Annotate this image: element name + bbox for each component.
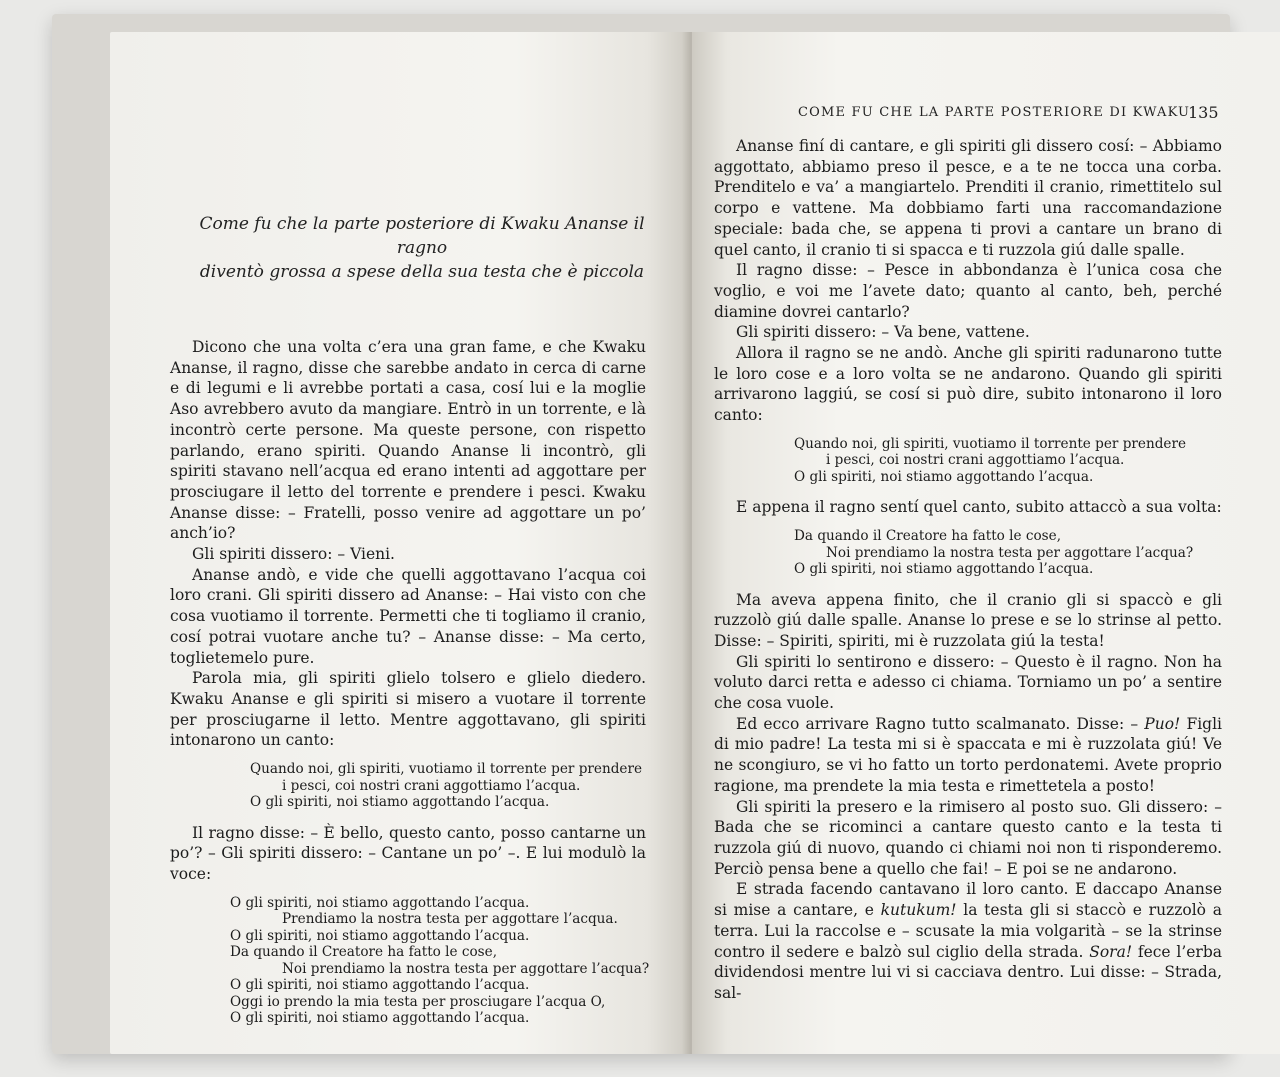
left-body-text	[170, 337, 650, 1039]
paragraph: Il ragno disse: – È bello, questo canto, posso cantarne un po’? – Gli spiriti dissero: – Cantane un po’ –. E lui modulò la voce:	[170, 823, 646, 883]
verse-line: O gli spiriti, noi stiamo aggottando l’acqua.	[230, 894, 530, 911]
paragraph	[714, 879, 1222, 1003]
paragraph	[714, 714, 1222, 797]
song-verse	[714, 436, 1222, 486]
chapter-title-line-1: Come fu che la parte posteriore di Kwaku Ananse il ragno	[199, 214, 645, 258]
chapter-title-line-2: diventò grossa a spese della sua testa che è piccola	[199, 262, 645, 282]
paragraph: Parola mia, gli spiriti glielo tolsero e glielo diedero. Kwaku Ananse e gli spiriti si misero a vuotare il torrente per prosciugarne il letto. Mentre aggottavano, gli spiriti intonarono un canto:	[170, 669, 646, 750]
italic-onomatopoeia: kutukum!	[880, 901, 957, 920]
paragraph: Gli spiriti la presero e la rimisero al posto suo. Gli dissero: – Bada che se ricominci a cantare questo canto e la testa ti ruzzola giú di nuovo, quando ci chiami noi non ti risponderemo. Perciò pensa bene a quello che fai! – E poi se ne andarono.	[714, 797, 1222, 878]
song-verse	[170, 761, 646, 811]
paragraph: Gli spiriti dissero: – Va bene, vattene.	[736, 323, 1030, 342]
chapter-title	[182, 212, 662, 284]
running-head: COME FU CHE LA PARTE POSTERIORE DI KWAKU	[798, 105, 1191, 120]
verse-line: O gli spiriti, noi stiamo aggottando l’acqua.	[794, 468, 1094, 485]
verse-line: Oggi io prendo la mia testa per prosciugare l’acqua O,	[230, 993, 606, 1010]
verse-line: Noi prendiamo la nostra testa per aggottare l’acqua?	[826, 544, 1194, 561]
text-run: Figli di mio padre! La testa mi si è spaccata e mi è ruzzolata giú! Ve ne scongiuro, se vi ho fatto un torto perdonatemi. Avete proprio ragione, ma prendete la mia testa e rimettetela a posto!	[714, 714, 1222, 795]
page-number: 135	[1188, 103, 1219, 122]
paragraph: Gli spiriti dissero: – Vieni.	[192, 545, 395, 564]
paragraph: E appena il ragno sentí quel canto, subito attaccò a sua volta:	[736, 498, 1222, 517]
verse-line: O gli spiriti, noi stiamo aggottando l’acqua.	[230, 977, 530, 994]
paragraph: Dicono che una volta c’era una gran fame, e che Kwaku Ananse, il ragno, disse che sarebbe andato in cerca di carne e di legumi e li avrebbe portati a casa, cosí lui e la moglie Aso avrebbero avuto da mangiare. Entrò in un torrente, e là incontrò certe persone. Ma queste persone, con rispetto parlando, erano spiriti. Quando Ananse li incontrò, gli spiriti stavano nell’acqua ed erano intenti ad aggottare per prosciugare il letto del torrente e prendere i pesci. Kwaku Ananse disse: – Fratelli, posso venire ad aggottare un po’ anch’io?	[170, 338, 646, 543]
verse-line: O gli spiriti, noi stiamo aggottando l’acqua.	[794, 561, 1094, 578]
right-page	[692, 32, 1280, 1054]
verse-line: Noi prendiamo la nostra testa per aggottare l’acqua?	[282, 960, 650, 977]
paragraph: Gli spiriti lo sentirono e dissero: – Questo è il ragno. Non ha voluto darci retta e adesso ci chiama. Torniamo un po’ a sentire che cosa vuole.	[714, 652, 1222, 713]
song-verse	[170, 894, 650, 1027]
paragraph: Il ragno disse: – Pesce in abbondanza è l’unica cosa che voglio, e voi me l’avete dato; quanto al canto, beh, perché diamine dovrei cantarlo?	[714, 261, 1222, 321]
verse-line: Prendiamo la nostra testa per aggottare l’acqua.	[282, 911, 618, 928]
text-run: Ed ecco arrivare Ragno tutto scalmanato. Disse: –	[736, 714, 1145, 733]
italic-onomatopoeia: Sora!	[1089, 942, 1133, 961]
verse-line: O gli spiriti, noi stiamo aggottando l’acqua.	[230, 927, 530, 944]
left-page	[110, 32, 688, 1054]
paragraph: Allora il ragno se ne andò. Anche gli spiriti radunarono tutte le loro cose e a loro volta se ne andarono. Quando gli spiriti arrivarono laggiú, se cosí si può dire, subito intonarono il loro canto:	[714, 344, 1222, 425]
verse-line: Da quando il Creatore ha fatto le cose,	[794, 528, 1062, 545]
text-run: fece l’erba dividendosi mentre lui vi si cacciava dentro. Lui disse: – Strada, sal-	[714, 942, 1222, 1002]
text-run: E strada facendo cantavano il loro canto. E daccapo Ananse si mise a cantare, e	[714, 880, 1222, 920]
verse-line: i pesci, coi nostri crani aggottiamo l’acqua.	[826, 452, 1125, 469]
verse-line: i pesci, coi nostri crani aggottiamo l’acqua.	[282, 777, 581, 794]
italic-exclamation: Puo!	[1144, 714, 1181, 733]
paragraph: Ananse andò, e vide che quelli aggottavano l’acqua coi loro crani. Gli spiriti dissero ad Ananse: – Hai visto con che cosa vuotiamo il torrente. Permetti che ti togliamo il cranio, cosí potrai vuotare anche tu? – Ananse disse: – Ma certo, toglietemelo pure.	[170, 565, 646, 667]
verse-line: Quando noi, gli spiriti, vuotiamo il torrente per prendere	[794, 435, 1187, 452]
song-verse	[714, 528, 1222, 578]
verse-line: Quando noi, gli spiriti, vuotiamo il torrente per prendere	[250, 761, 643, 778]
verse-line: O gli spiriti, noi stiamo aggottando l’acqua.	[230, 1010, 530, 1027]
open-book	[52, 14, 1230, 1054]
verse-line: O gli spiriti, noi stiamo aggottando l’acqua.	[250, 794, 550, 811]
paragraph: Ma aveva appena finito, che il cranio gli si spaccò e gli ruzzolò giú dalle spalle. Ananse lo prese e se lo strinse al petto. Disse: – Spiriti, spiriti, mi è ruzzolata giú la testa!	[714, 590, 1222, 650]
right-body-text	[714, 136, 1222, 1004]
text-run: la testa gli si staccò e ruzzolò a terra. Lui la raccolse e – scusate la mia volgarità – se la strinse contro il sedere e balzò sul ciglio della strada.	[714, 901, 1222, 961]
paragraph: Ananse finí di cantare, e gli spiriti gli dissero cosí: – Abbiamo aggottato, abbiamo preso il pesce, e a te ne tocca una corba. Prenditelo e va’ a mangiartelo. Prenditi il cranio, rimettitelo sul corpo e vattene. Ma dobbiamo farti una raccomandazione speciale: bada che, se appena ti provi a cantare un brano di quel canto, il cranio ti si spacca e ti ruzzola giú dalle spalle.	[714, 137, 1222, 259]
verse-line: Da quando il Creatore ha fatto le cose,	[230, 944, 498, 961]
